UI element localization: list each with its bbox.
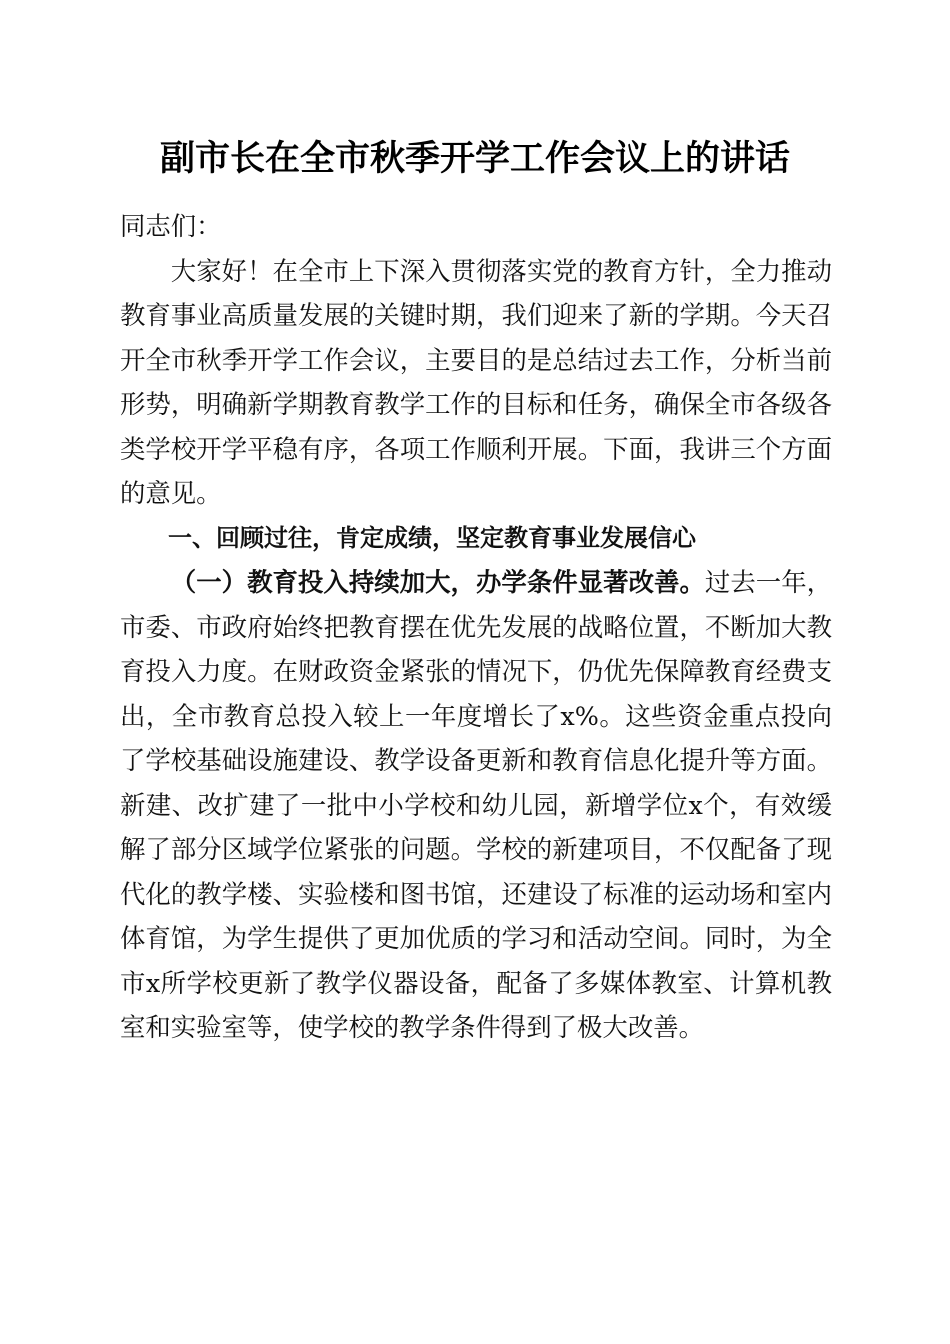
document-title: 副市长在全市秋季开学工作会议上的讲话 (159, 138, 790, 179)
subsection-paragraph-1 (120, 560, 832, 1050)
section-heading-1: 一、回顾过往，肯定成绩，坚定教育事业发展信心 (168, 523, 696, 552)
subsection-heading-1: （一）教育投入持续加大，办学条件显著改善。 (170, 567, 705, 597)
intro-paragraph: 大家好！在全市上下深入贯彻落实党的教育方针，全力推动教育事业高质量发展的关键时期，我们迎来了新的学期。今天召开全市秋季开学工作会议，主要目的是总结过去工作，分析当前形势，明确新学期教育教学工作的目标和任务，确保全市各级各类学校开学平稳有序，各项工作顺利开展。下面，我讲三个方面的意见。 (120, 255, 832, 508)
salutation: 同志们： (120, 211, 222, 241)
subsection-text-1: 过去一年，市委、市政府始终把教育摆在优先发展的战略位置，不断加大教育投入力度。在财政资金紧张的情况下，仍优先保障教育经费支出，全市教育总投入较上一年度增长了x%。这些资金重点投向了学校基础设施建设、教学设备更新和教育信息化提升等方面。新建、改扩建了一批中小学校和幼儿园，新增学位x个，有效缓解了部分区域学位紧张的问题。学校的新建项目，不仅配备了现代化的教学楼、实验楼和图书馆，还建设了标准的运动场和室内体育馆，为学生提供了更加优质的学习和活动空间。同时，为全市x所学校更新了教学仪器设备，配备了多媒体教室、计算机教室和实验室等，使学校的教学条件得到了极大改善。 (120, 567, 833, 1042)
document-body (120, 204, 832, 1050)
